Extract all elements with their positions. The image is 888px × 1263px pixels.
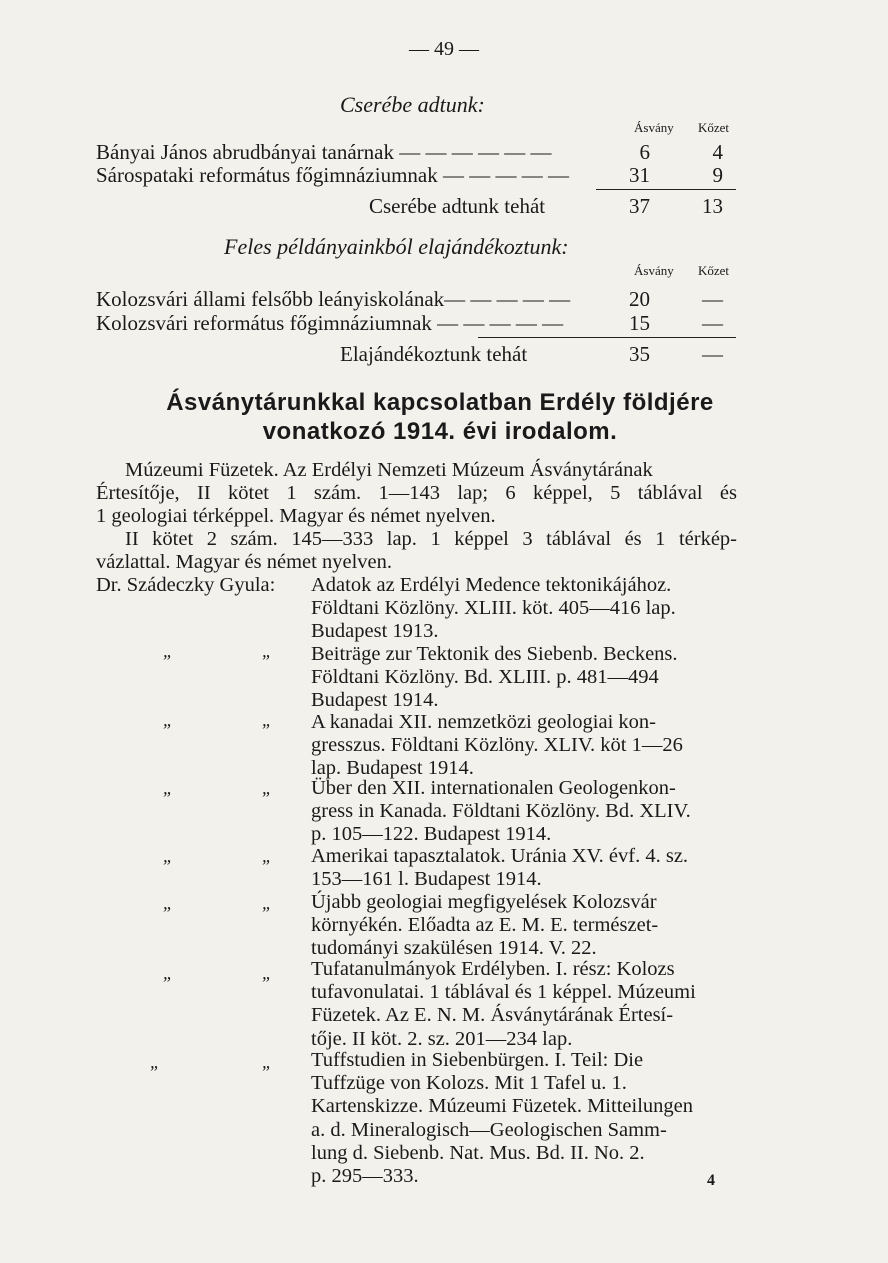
gifts-row-mineral: 15 [629,311,650,335]
entry-line: tudományi szakülésen 1914. V. 22. [311,937,597,960]
entry-line: a. d. Mineralogisch—Geologischen Samm- [311,1118,667,1141]
intro-line: Múzeumi Füzetek. Az Erdélyi Nemzeti Múzeum Ásványtárának [125,459,653,481]
entry-line: Budapest 1914. [311,689,439,712]
exchange-total-rock: 13 [702,194,723,218]
entry-line: Kartenskizze. Múzeumi Füzetek. Mitteilungen [311,1095,693,1118]
page-number: — 49 — [409,38,479,60]
entry-line: gress in Kanada. Földtani Közlöny. Bd. XLIV. [311,800,691,823]
gifts-total-label: Elajándékoztunk tehát [340,342,528,366]
gifts-total-mineral: 35 [629,342,650,366]
exchange-total-label: Cserébe adtunk tehát [369,194,546,218]
bibliography-entry [311,777,741,847]
exchange-col-mineral: Ásvány [634,120,674,135]
ditto-mark: „ [163,846,174,866]
exchange-total-rule [596,189,736,190]
entry-line: környékén. Előadta az E. M. E. természet- [311,914,659,937]
ditto-mark: „ [163,641,174,661]
entry-line: 153—161 l. Budapest 1914. [311,868,542,891]
gifts-heading: Feles példányainkból elajándékoztunk: [224,234,569,259]
ditto-mark: „ [163,963,174,983]
entry-line: lung d. Siebenb. Nat. Mus. Bd. II. No. 2. [311,1141,645,1164]
gifts-total-rule [478,337,736,338]
bibliography-entry [311,711,741,781]
gifts-row-rock: — [702,311,723,335]
literature-title-line2: vonatkozó 1914. évi irodalom. [262,418,618,445]
ditto-mark: „ [262,710,273,730]
entry-line: A kanadai XII. nemzetközi geologiai kon- [311,711,656,733]
ditto-mark: „ [150,1052,161,1072]
gifts-row-label: Kolozsvári állami felsőbb leányiskolának— — — — — [96,287,571,311]
exchange-row-label: Sárospataki református főgimnáziumnak — — — — — [96,163,569,187]
second-volume-line: II kötet 2 szám. 145—333 lap. 1 képpel 3 táblával és 1 térkép- [125,528,737,550]
entry-line: Füzetek. Az E. N. M. Ásványtárának Értesí- [311,1004,674,1027]
bibliography-entry [311,1049,741,1188]
entry-line: Földtani Közlöny. XLIII. köt. 405—416 lap. [311,597,676,620]
bibliography-entry [311,891,741,961]
gifts-col-mineral: Ásvány [634,263,674,278]
entry-line: lap. Budapest 1914. [311,757,474,780]
entry-line: Tuffzüge von Kolozs. Mit 1 Tafel u. 1. [311,1072,627,1095]
ditto-mark: „ [262,963,273,983]
gifts-row-mineral: 20 [629,287,650,311]
exchange-total-mineral: 37 [629,194,650,218]
intro-line: 1 geologiai térképpel. Magyar és német nyelven. [96,505,496,527]
entry-line: Tufatanulmányok Erdélyben. I. rész: Kolozs [311,958,675,980]
entry-line: Budapest 1913. [311,620,439,643]
entry-line: Újabb geologiai megfigyelések Kolozsvár [311,891,657,913]
intro-line: Értesítője, II kötet 1 szám. 1—143 lap; 6 képpel, 5 táblával és [96,482,737,504]
entry-line: Tuffstudien in Siebenbürgen. I. Teil: Die [311,1049,644,1071]
bibliography-entry [311,845,741,891]
exchange-row-rock: 4 [712,140,723,164]
ditto-mark: „ [262,893,273,913]
signature-mark: 4 [707,1172,715,1189]
ditto-mark: „ [262,641,273,661]
ditto-mark: „ [262,778,273,798]
gifts-row-rock: — [702,287,723,311]
exchange-col-rock: Kőzet [698,120,730,135]
entry-line: tufavonulatai. 1 táblával és 1 képpel. Múzeumi [311,981,696,1004]
exchange-row-label: Bányai János abrudbányai tanárnak — — — — — — [96,140,552,164]
ditto-mark: „ [262,846,273,866]
exchange-row-rock: 9 [712,163,723,187]
entry-line: tője. II köt. 2. sz. 201—234 lap. [311,1027,573,1050]
bibliography-entry [311,958,741,1051]
entry-line: Beiträge zur Tektonik des Siebenb. Beckens. [311,643,678,665]
entry-line: Földtani Közlöny. Bd. XLIII. p. 481—494 [311,666,659,689]
entry-line: p. 105—122. Budapest 1914. [311,823,552,846]
author-name: Dr. Szádeczky Gyula: [96,574,276,596]
entry-line: Adatok az Erdélyi Medence tektonikájához. [311,574,672,596]
gifts-row-label: Kolozsvári református főgimnáziumnak — — — — — [96,311,564,335]
ditto-mark: „ [262,1052,273,1072]
literature-title-line1: Ásványtárunkkal kapcsolatban Erdély földjére [166,389,714,416]
entry-line: Amerikai tapasztalatok. Uránia XV. évf. 4. sz. [311,845,689,867]
exchange-row-mineral: 31 [629,163,650,187]
bibliography-entry [311,643,741,713]
gifts-col-rock: Kőzet [698,263,730,278]
second-volume-line: vázlattal. Magyar és német nyelven. [96,551,392,573]
entry-line: Über den XII. internationalen Geologenkon- [311,777,676,799]
exchange-row-mineral: 6 [639,140,650,164]
bibliography-entry [311,574,741,644]
ditto-mark: „ [163,778,174,798]
entry-line: gresszus. Földtani Közlöny. XLIV. köt 1—26 [311,734,683,757]
ditto-mark: „ [163,893,174,913]
gifts-total-rock: — [702,342,723,366]
ditto-mark: „ [163,710,174,730]
entry-line: p. 295—333. [311,1165,419,1188]
exchange-heading: Cserébe adtunk: [340,92,485,117]
